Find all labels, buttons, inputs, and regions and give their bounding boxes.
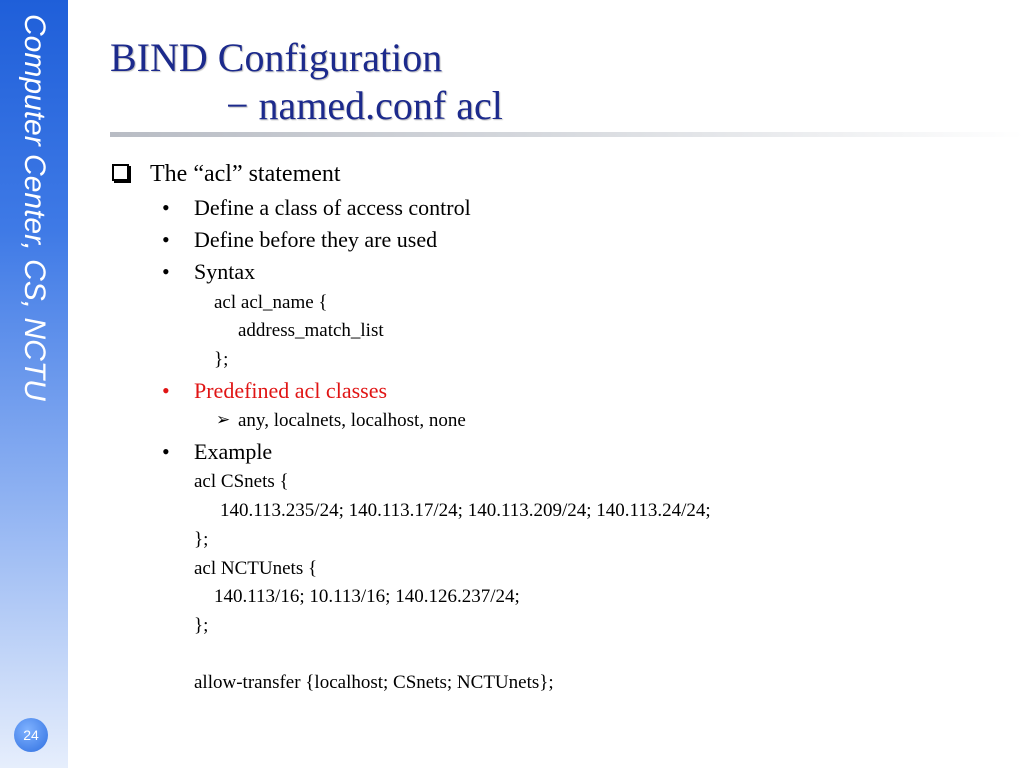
arrow-bullet-icon: ➢ [216, 410, 231, 429]
bullet-syntax: Syntax [194, 259, 256, 284]
bullet-dot-icon: • [162, 259, 170, 284]
page-number-badge: 24 [14, 718, 48, 752]
example-line: acl NCTUnets { [194, 558, 318, 579]
title-line-1: BIND Configuration [110, 35, 443, 80]
sidebar-label: Computer Center, CS, NCTU [18, 14, 51, 401]
bullet-dot-icon: • [162, 378, 170, 403]
bullet-example: Example [194, 439, 273, 464]
bullet-dot-icon: • [162, 439, 170, 464]
example-line: allow-transfer {localhost; CSnets; NCTUnets}; [194, 672, 554, 693]
heading-acl-statement: The “acl” statement [150, 161, 341, 187]
checkbox-bullet-icon [112, 164, 129, 181]
example-line: }; [194, 615, 209, 636]
example-line: }; [194, 529, 209, 550]
example-line: acl CSnets { [194, 471, 289, 492]
bullet-dot-icon: • [162, 227, 170, 252]
bullet-define-before: Define before they are used [194, 227, 438, 252]
predefined-acl-list: any, localnets, localhost, none [238, 410, 466, 431]
bullet-predefined-acl: Predefined acl classes [194, 378, 388, 403]
example-line: 140.113.235/24; 140.113.17/24; 140.113.209/24; 140.113.24/24; [220, 500, 711, 521]
syntax-line: acl acl_name { [214, 292, 328, 313]
title-divider [110, 132, 1024, 137]
title-line-2: − named.conf acl [226, 83, 503, 128]
slide-title [110, 36, 503, 128]
bullet-dot-icon: • [162, 195, 170, 220]
sidebar [0, 0, 68, 768]
syntax-line: }; [214, 349, 229, 370]
syntax-line: address_match_list [238, 320, 384, 341]
bullet-define-class: Define a class of access control [194, 195, 471, 220]
example-line: 140.113/16; 10.113/16; 140.126.237/24; [214, 586, 520, 607]
